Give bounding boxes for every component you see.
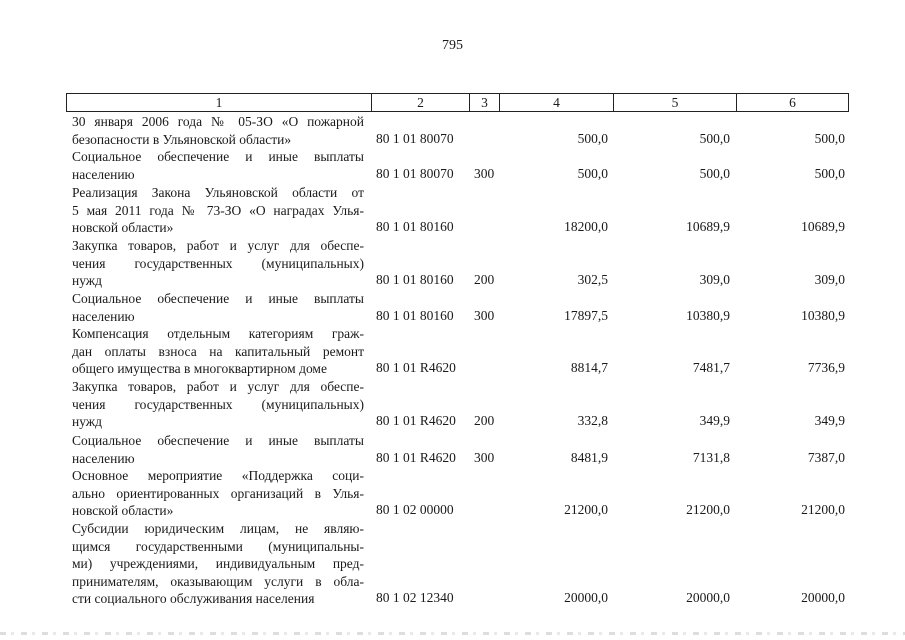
row-value-col4: 8481,9 <box>570 449 608 465</box>
description-line: принимателям, оказывающим услуги в обла- <box>72 573 364 589</box>
row-value-col5: 500,0 <box>699 165 730 181</box>
row-code: 80 1 02 12340 <box>376 590 454 605</box>
header-col-6: 6 <box>736 94 848 111</box>
row-value-col5: 349,9 <box>699 413 730 428</box>
page-number: 795 <box>442 38 463 53</box>
description-line: Основное мероприятие «Поддержка соци- <box>72 468 364 483</box>
row-code: 80 1 02 00000 <box>376 502 454 517</box>
description-line: Субсидии юридическим лицам, не являю- <box>72 521 364 536</box>
row-value-col6: 7736,9 <box>807 360 845 375</box>
table-header <box>66 93 849 112</box>
row-expense-type: 300 <box>474 307 495 323</box>
header-col-1: 1 <box>215 95 223 110</box>
row-expense-type: 300 <box>474 449 495 465</box>
row-value-col6: 20000,0 <box>801 590 845 605</box>
row-value-col4: 302,5 <box>577 272 608 287</box>
description-line: Социальное обеспечение и иные выплаты <box>72 149 364 164</box>
row-value-col4: 500,0 <box>577 130 608 146</box>
row-description <box>72 290 364 325</box>
row-value-col6: 10380,9 <box>801 307 845 323</box>
description-line: 5 мая 2011 года № 73-ЗО «О наградах Улья- <box>72 202 364 218</box>
header-col-2: 2 <box>371 94 469 111</box>
row-value-col5: 20000,0 <box>686 590 730 605</box>
row-description <box>72 237 364 290</box>
description-line: безопасности в Ульяновской области» <box>72 131 292 147</box>
description-line: новской области» <box>72 503 174 518</box>
row-expense-type: 200 <box>474 413 495 428</box>
row-value-col6: 309,0 <box>814 272 845 287</box>
description-line: дан оплаты взноса на капитальный ремонт <box>72 343 364 359</box>
row-description <box>72 325 364 378</box>
row-description <box>72 520 364 608</box>
row-code: 80 1 01 80160 <box>376 219 454 234</box>
row-value-col4: 21200,0 <box>564 502 608 517</box>
row-expense-type: 200 <box>474 272 495 287</box>
row-value-col6: 21200,0 <box>801 502 845 517</box>
row-value-col5: 10689,9 <box>686 219 730 234</box>
row-description <box>72 184 364 237</box>
description-line: чения государственных (муниципальных) <box>72 255 364 271</box>
row-code: 80 1 01 R4620 <box>376 413 456 428</box>
row-value-col5: 500,0 <box>699 130 730 146</box>
description-line: Социальное обеспечение и иные выплаты <box>72 433 364 448</box>
row-value-col6: 349,9 <box>814 413 845 428</box>
row-description <box>72 148 364 183</box>
description-line: чения государственных (муниципальных) <box>72 396 364 412</box>
description-line: нужд <box>72 414 102 429</box>
row-value-col4: 332,8 <box>577 413 608 428</box>
row-value-col6: 10689,9 <box>801 219 845 234</box>
row-value-col5: 10380,9 <box>686 307 730 323</box>
row-value-col4: 18200,0 <box>564 219 608 234</box>
row-code: 80 1 01 R4620 <box>376 360 456 375</box>
row-value-col4: 20000,0 <box>564 590 608 605</box>
header-col-3: 3 <box>469 94 499 111</box>
row-value-col6: 7387,0 <box>807 449 845 465</box>
description-line: щимся государственными (муниципальны- <box>72 538 364 554</box>
row-value-col5: 7131,8 <box>692 449 730 465</box>
description-line: Реализация Закона Ульяновской области от <box>72 185 364 200</box>
description-line: сти социального обслуживания населения <box>72 591 315 606</box>
row-expense-type: 300 <box>474 165 495 181</box>
description-line: 30 января 2006 года № 05-ЗО «О пожарной <box>72 114 364 129</box>
row-value-col4: 500,0 <box>577 165 608 181</box>
row-code: 80 1 01 80160 <box>376 307 454 323</box>
description-line: Закупка товаров, работ и услуг для обеспе- <box>72 379 364 394</box>
row-code: 80 1 01 R4620 <box>376 449 456 465</box>
row-description <box>72 113 364 148</box>
description-line: населению <box>72 166 135 182</box>
row-value-col4: 8814,7 <box>570 360 608 375</box>
row-value-col5: 7481,7 <box>692 360 730 375</box>
row-description <box>72 378 364 431</box>
row-value-col6: 500,0 <box>814 130 845 146</box>
description-line: нужд <box>72 273 102 288</box>
description-line: общего имущества в многоквартирном доме <box>72 361 327 376</box>
description-line: населению <box>72 308 135 324</box>
description-line: Социальное обеспечение и иные выплаты <box>72 291 364 306</box>
description-line: ми) учреждениями, индивидуальным пред- <box>72 556 364 571</box>
description-line: Компенсация отдельным категориям граж- <box>72 326 364 341</box>
row-description <box>72 467 364 520</box>
row-code: 80 1 01 80160 <box>376 272 454 287</box>
description-line: Закупка товаров, работ и услуг для обеспе- <box>72 238 364 253</box>
row-description <box>72 432 364 467</box>
row-value-col5: 21200,0 <box>686 502 730 517</box>
description-line: ально ориентированных организаций в Улья- <box>72 485 364 501</box>
description-line: населению <box>72 450 135 466</box>
row-value-col4: 17897,5 <box>564 307 608 323</box>
row-value-col5: 309,0 <box>699 272 730 287</box>
header-col-4: 4 <box>499 94 613 111</box>
scan-artifact <box>0 632 905 635</box>
row-code: 80 1 01 80070 <box>376 165 454 181</box>
header-col-5: 5 <box>613 94 736 111</box>
description-line: новской области» <box>72 220 174 235</box>
row-code: 80 1 01 80070 <box>376 130 454 146</box>
row-value-col6: 500,0 <box>814 165 845 181</box>
